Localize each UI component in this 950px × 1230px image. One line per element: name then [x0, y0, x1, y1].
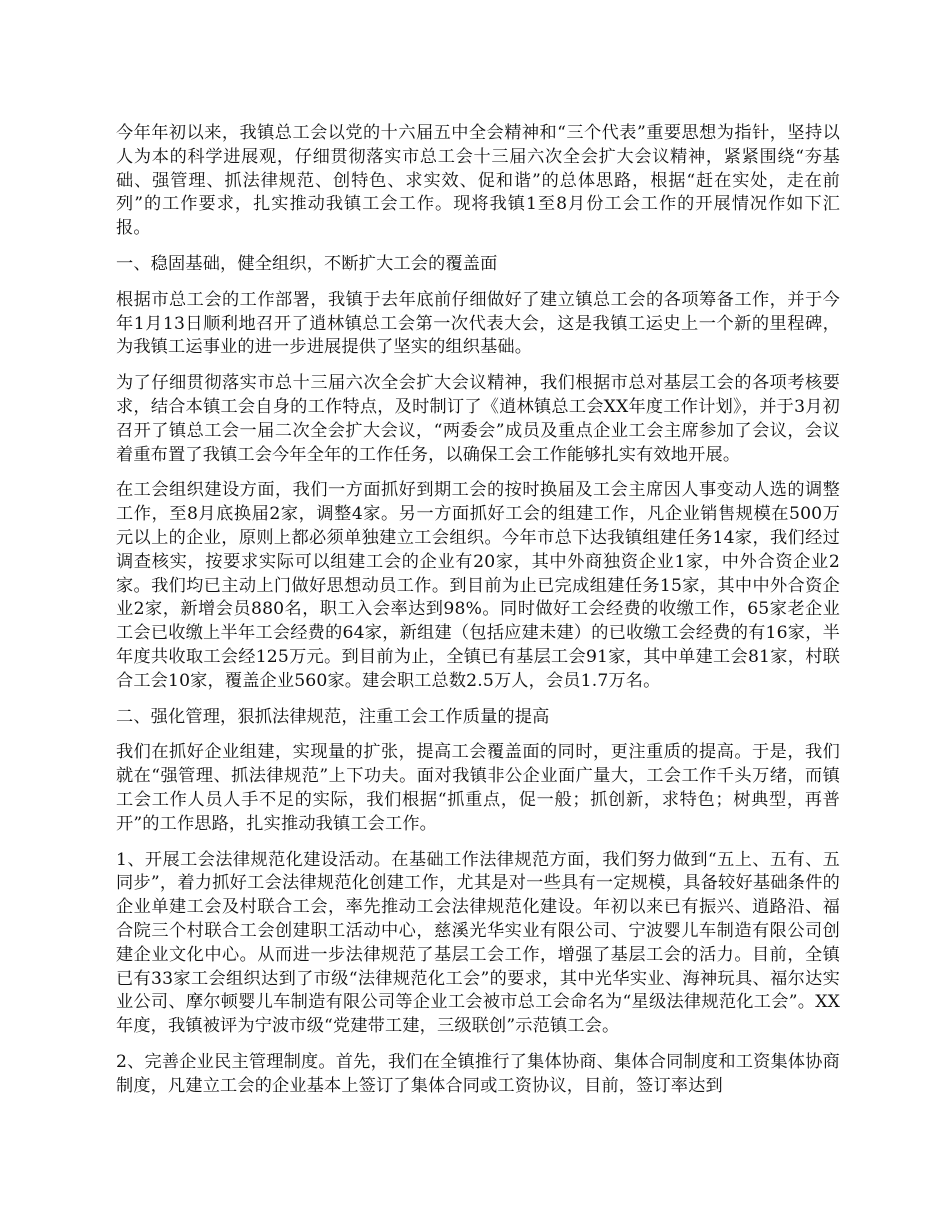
section-heading-1: 一、稳固基础，健全组织，不断扩大工会的覆盖面	[116, 253, 498, 274]
paragraph-work-plan: 为了仔细贯彻落实市总十三届六次全会扩大会议精神，我们根据市总对基层工会的各项考核要求，结合本镇工会自身的工作特点，及时制订了《逍林镇总工会XX年度工作计划》，并于3月初召开了镇总工会一届二次全会扩大会议，“两委会”成员及重点企业工会主席参加了会议，会议着重布置了我镇工会今年全年的工作任务，以确保工会工作能够扎实有效地开展。	[116, 373, 840, 465]
document-page	[116, 122, 840, 1110]
paragraph-intro: 今年年初以来，我镇总工会以党的十六届五中全会精神和“三个代表”重要思想为指针，坚持以人为本的科学进展观，仔细贯彻落实市总工会十三届六次全会扩大会议精神，紧紧围绕“夯基础、强管理、抓法律规范、创特色、求实效、促和谐”的总体思路，根据“赶在实处，走在前列”的工作要求，扎实推动我镇工会工作。现将我镇1至8月份工会工作的开展情况作如下汇报。	[116, 123, 840, 239]
paragraph-management: 我们在抓好企业组建，实现量的扩张，提高工会覆盖面的同时，更注重质的提高。于是，我们就在“强管理、抓法律规范”上下功夫。面对我镇非公企业面广量大，工会工作千头万绪，而镇工会工作人员人手不足的实际，我们根据“抓重点，促一般；抓创新，求特色；树典型，再普开”的工作思路，扎实推动我镇工会工作。	[116, 742, 840, 834]
paragraph-item-1: 1、开展工会法律规范化建设活动。在基础工作法律规范方面，我们努力做到“五上、五有、五同步”，着力抓好工会法律规范化创建工作，尤其是对一些具有一定规模，具备较好基础条件的企业单建工会及村联合工会，率先推动工会法律规范化建设。年初以来已有振兴、逍路沿、福合院三个村联合工会创建职工活动中心，慈溪光华实业有限公司、宁波婴儿车制造有限公司创建企业文化中心。从而进一步法律规范了基层工会工作，增强了基层工会的活力。目前，全镇已有33家工会组织达到了市级“法律规范化工会”的要求，其中光华实业、海神玩具、福尔达实业公司、摩尔顿婴儿车制造有限公司等企业工会被市总工会命名为“星级法律规范化工会”。XX年度，我镇被评为宁波市级“党建带工建，三级联创”示范镇工会。	[116, 849, 840, 1037]
paragraph-organization: 在工会组织建设方面，我们一方面抓好到期工会的按时换届及工会主席因人事变动人选的调整工作，至8月底换届2家，调整4家。另一方面抓好工会的组建工作，凡企业销售规模在500万元以上的企业，原则上都必须单独建立工会组织。今年市总下达我镇组建任务14家，我们经过调查核实，按要求实际可以组建工会的企业有20家，其中外商独资企业1家，中外合资企业2家。我们均已主动上门做好思想动员工作。到目前为止已完成组建任务15家，其中中外合资企业2家，新增会员880名，职工入会率达到98%。同时做好工会经费的收缴工作，65家老企业工会已收缴上半年工会经费的64家，新组建（包括应建未建）的已收缴工会经费的有16家，半年度共收取工会经125万元。到目前为止，全镇已有基层工会91家，其中单建工会81家，村联合工会10家，覆盖企业560家。建会职工总数2.5万人，会员1.7万名。	[116, 480, 840, 691]
paragraph-congress: 根据市总工会的工作部署，我镇于去年底前仔细做好了建立镇总工会的各项筹备工作，并于今年1月13日顺利地召开了逍林镇总工会第一次代表大会，这是我镇工运史上一个新的里程碑，为我镇工运事业的进一步进展提供了坚实的组织基础。	[116, 289, 840, 358]
paragraph-item-2: 2、完善企业民主管理制度。首先，我们在全镇推行了集体协商、集体合同制度和工资集体协商制度，凡建立工会的企业基本上签订了集体合同或工资协议，目前，签订率达到	[116, 1051, 840, 1096]
section-heading-2: 二、强化管理，狠抓法律规范，注重工会工作质量的提高	[116, 706, 550, 727]
